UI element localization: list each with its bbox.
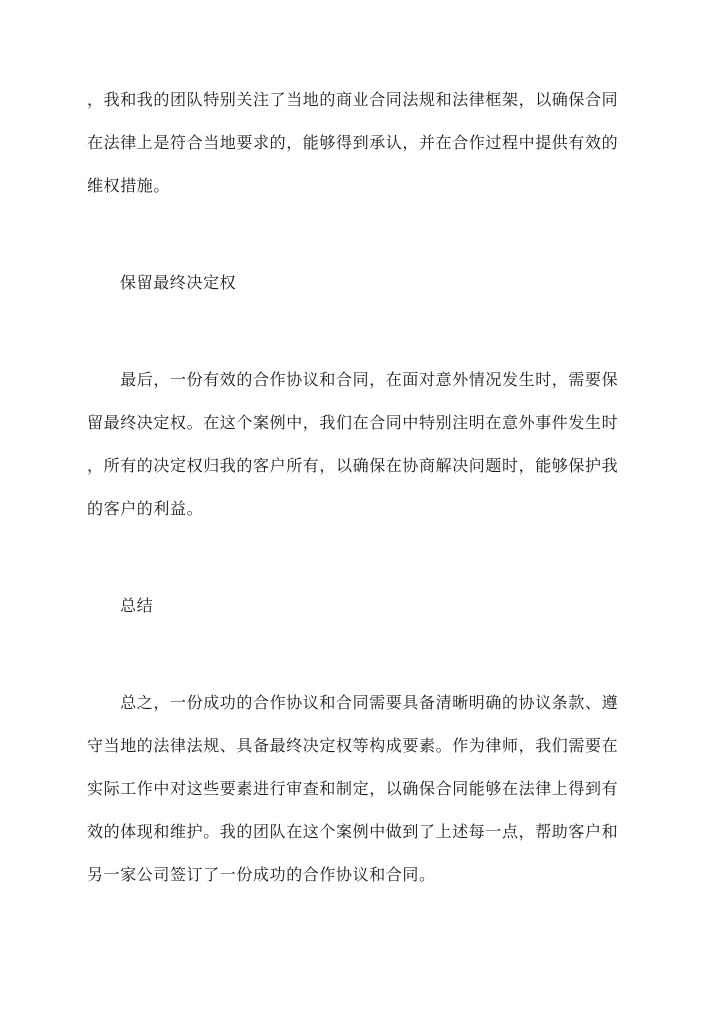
paragraph-line: 效的体现和维护。我的团队在这个案例中做到了上述每一点，帮助客户和 (87, 822, 619, 841)
paragraph-line: 另一家公司签订了一份成功的合作协议和合同。 (87, 865, 436, 884)
section-heading: 总结 (120, 596, 154, 615)
paragraph-line: ，所有的决定权归我的客户所有，以确保在协商解决问题时，能够保护我 (87, 456, 619, 475)
paragraph-line: 留最终决定权。在这个案例中，我们在合同中特别注明在意外事件发生时 (87, 413, 619, 432)
paragraph-line: 最后，一份有效的合作协议和合同，在面对意外情况发生时，需要保 (87, 370, 619, 389)
paragraph-line: 守当地的法律法规、具备最终决定权等构成要素。作为律师，我们需要在 (87, 736, 619, 755)
paragraph-line: 实际工作中对这些要素进行审查和制定，以确保合同能够在法律上得到有 (87, 779, 619, 798)
paragraph-line: 在法律上是符合当地要求的，能够得到承认，并在合作过程中提供有效的 (87, 133, 619, 152)
section-heading: 保留最终决定权 (120, 273, 237, 292)
paragraph-line: 的客户的利益。 (87, 499, 204, 518)
paragraph-line: 维权措施。 (87, 176, 171, 195)
paragraph-line: ，我和我的团队特别关注了当地的商业合同法规和法律框架，以确保合同 (87, 90, 619, 109)
paragraph-line: 总之，一份成功的合作协议和合同需要具备清晰明确的协议条款、遵 (87, 693, 619, 712)
